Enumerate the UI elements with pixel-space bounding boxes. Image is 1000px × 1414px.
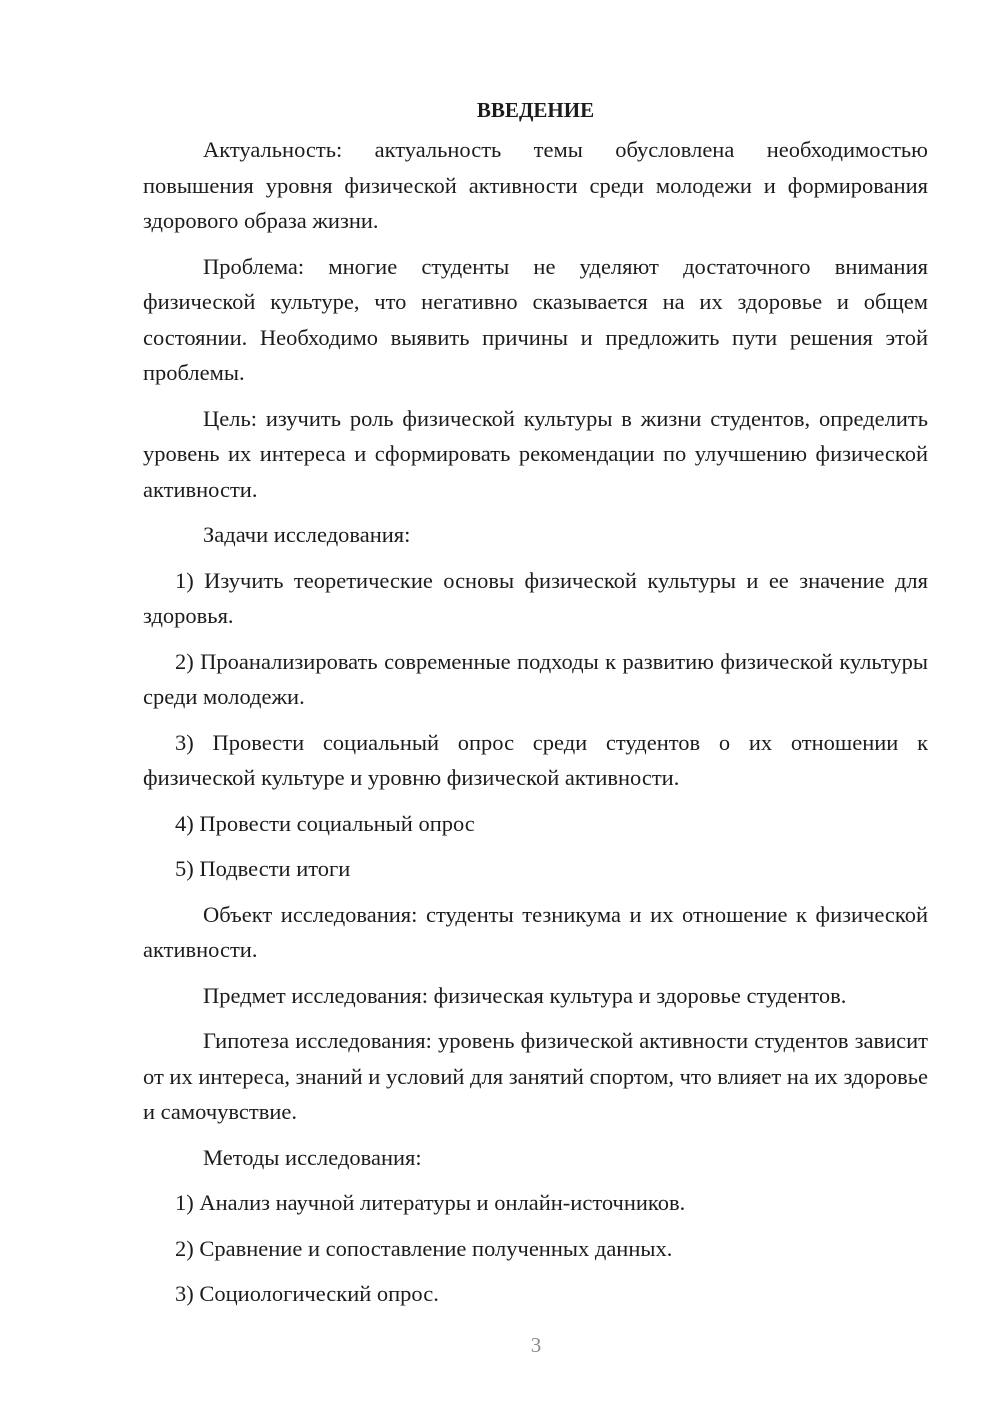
relevance-paragraph: Актуальность: актуальность темы обусловлена необходимостью повышения уровня физической активности среди молодежи и формирования здорового образа жизни. [143, 137, 928, 233]
task-item-3: 3) Провести социальный опрос среди студентов о их отношении к физической культуре и уровню физической активности. [143, 729, 928, 790]
page-content [143, 92, 928, 1322]
method-item-2: 2) Сравнение и сопоставление полученных данных. [175, 1235, 673, 1261]
page-title: ВВЕДЕНИЕ [476, 98, 595, 122]
hypothesis-paragraph: Гипотеза исследования: уровень физической активности студентов зависит от их интереса, знаний и условий для занятий спортом, что влияет на их здоровье и самочувствие. [143, 1028, 928, 1124]
method-item-3: 3) Социологический опрос. [175, 1281, 439, 1306]
object-paragraph: Объект исследования: студенты тезникума и их отношение к физической активности. [143, 901, 928, 962]
goal-paragraph: Цель: изучить роль физической культуры в жизни студентов, определить уровень их интереса и сформировать рекомендации по улучшению физической активности. [143, 405, 928, 502]
page-number: 3 [530, 1333, 542, 1357]
problem-paragraph: Проблема: многие студенты не уделяют достаточного внимания физической культуре, что негативно сказывается на их здоровье и общем состоянии. Необходимо выявить причины и предложить пути решения этой проблемы. [143, 253, 928, 385]
task-item-4: 4) Провести социальный опрос [175, 810, 475, 836]
task-item-5: 5) Подвести итоги [175, 856, 351, 881]
subject-paragraph: Предмет исследования: физическая культура и здоровье студентов. [203, 982, 847, 1008]
tasks-heading: Задачи исследования: [203, 522, 411, 547]
method-item-1: 1) Анализ научной литературы и онлайн-источников. [175, 1190, 686, 1215]
task-item-2: 2) Проанализировать современные подходы к развитию физической культуры среди молодежи. [143, 648, 928, 709]
methods-heading: Методы исследования: [203, 1144, 422, 1170]
task-item-1: 1) Изучить теоретические основы физической культуры и ее значение для здоровья. [143, 567, 928, 628]
